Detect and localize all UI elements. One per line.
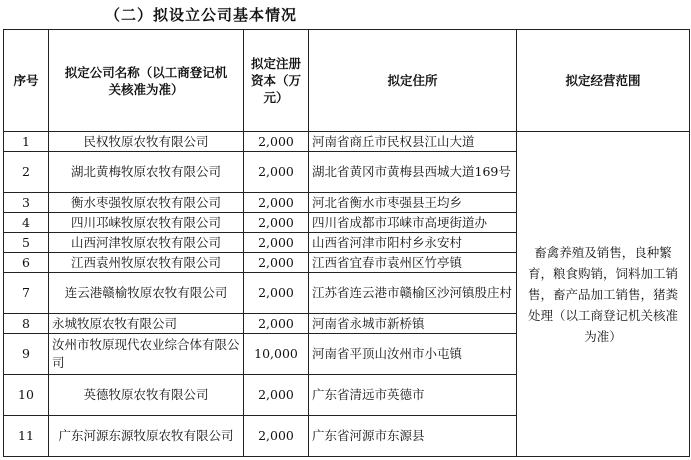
row-company-name: 广东河源东源牧原农牧有限公司 bbox=[49, 416, 244, 457]
row-no: 10 bbox=[4, 375, 49, 416]
row-address: 四川省成都市邛崃市高埂街道办 bbox=[309, 213, 517, 233]
row-capital: 2,000 bbox=[244, 193, 309, 213]
row-no: 5 bbox=[4, 233, 49, 253]
row-company-name: 湖北黄梅牧原农牧有限公司 bbox=[49, 152, 244, 193]
row-address: 河南省平顶山汝州市小屯镇 bbox=[309, 334, 517, 375]
row-address: 江苏省连云港市赣榆区沙河镇殷庄村 bbox=[309, 273, 517, 314]
row-address: 广东省河源市东源县 bbox=[309, 416, 517, 457]
row-company-name: 民权牧原农牧有限公司 bbox=[49, 132, 244, 152]
row-address: 湖北省黄冈市黄梅县西城大道169号 bbox=[309, 152, 517, 193]
row-no: 8 bbox=[4, 314, 49, 334]
row-capital: 2,000 bbox=[244, 152, 309, 193]
row-company-name: 衡水枣强牧原农牧有限公司 bbox=[49, 193, 244, 213]
row-address: 河南省商丘市民权县江山大道 bbox=[309, 132, 517, 152]
row-capital: 2,000 bbox=[244, 416, 309, 457]
row-address: 河北省衡水市枣强县王均乡 bbox=[309, 193, 517, 213]
row-company-name: 四川邛崃牧原农牧有限公司 bbox=[49, 213, 244, 233]
row-address: 广东省清远市英德市 bbox=[309, 375, 517, 416]
header-capital: 拟定注册资本（万元） bbox=[244, 30, 309, 132]
row-capital: 2,000 bbox=[244, 132, 309, 152]
section-title: （二）拟设立公司基本情况 bbox=[105, 6, 298, 24]
row-capital: 2,000 bbox=[244, 375, 309, 416]
table-header-row bbox=[4, 30, 690, 132]
row-no: 9 bbox=[4, 334, 49, 375]
row-address: 河南省永城市新桥镇 bbox=[309, 314, 517, 334]
row-no: 11 bbox=[4, 416, 49, 457]
row-no: 4 bbox=[4, 213, 49, 233]
row-no: 6 bbox=[4, 253, 49, 273]
business-scope: 畜禽养殖及销售，良种繁育，粮食购销，饲料加工销售，畜产品加工销售，猪粪处理（以工商登记机关核准为准） bbox=[517, 132, 690, 457]
row-company-name: 山西河津牧原农牧有限公司 bbox=[49, 233, 244, 253]
row-address: 江西省宜春市袁州区竹亭镇 bbox=[309, 253, 517, 273]
row-capital: 2,000 bbox=[244, 273, 309, 314]
company-table bbox=[3, 29, 690, 457]
row-company-name: 汝州市牧原现代农业综合体有限公司 bbox=[49, 334, 244, 375]
row-no: 2 bbox=[4, 152, 49, 193]
row-no: 1 bbox=[4, 132, 49, 152]
row-capital: 2,000 bbox=[244, 253, 309, 273]
row-capital: 2,000 bbox=[244, 314, 309, 334]
table-row bbox=[4, 132, 690, 152]
header-no: 序号 bbox=[4, 30, 49, 132]
header-company-name: 拟定公司名称（以工商登记机关核准为准） bbox=[49, 30, 244, 132]
row-capital: 2,000 bbox=[244, 233, 309, 253]
header-address: 拟定住所 bbox=[309, 30, 517, 132]
row-capital: 10,000 bbox=[244, 334, 309, 375]
row-company-name: 永城牧原农牧有限公司 bbox=[49, 314, 244, 334]
row-company-name: 江西袁州牧原农牧有限公司 bbox=[49, 253, 244, 273]
row-company-name: 连云港赣榆牧原农牧有限公司 bbox=[49, 273, 244, 314]
row-address: 山西省河津市阳村乡永安村 bbox=[309, 233, 517, 253]
row-capital: 2,000 bbox=[244, 213, 309, 233]
row-no: 7 bbox=[4, 273, 49, 314]
header-scope: 拟定经营范围 bbox=[517, 30, 690, 132]
row-no: 3 bbox=[4, 193, 49, 213]
row-company-name: 英德牧原农牧有限公司 bbox=[49, 375, 244, 416]
